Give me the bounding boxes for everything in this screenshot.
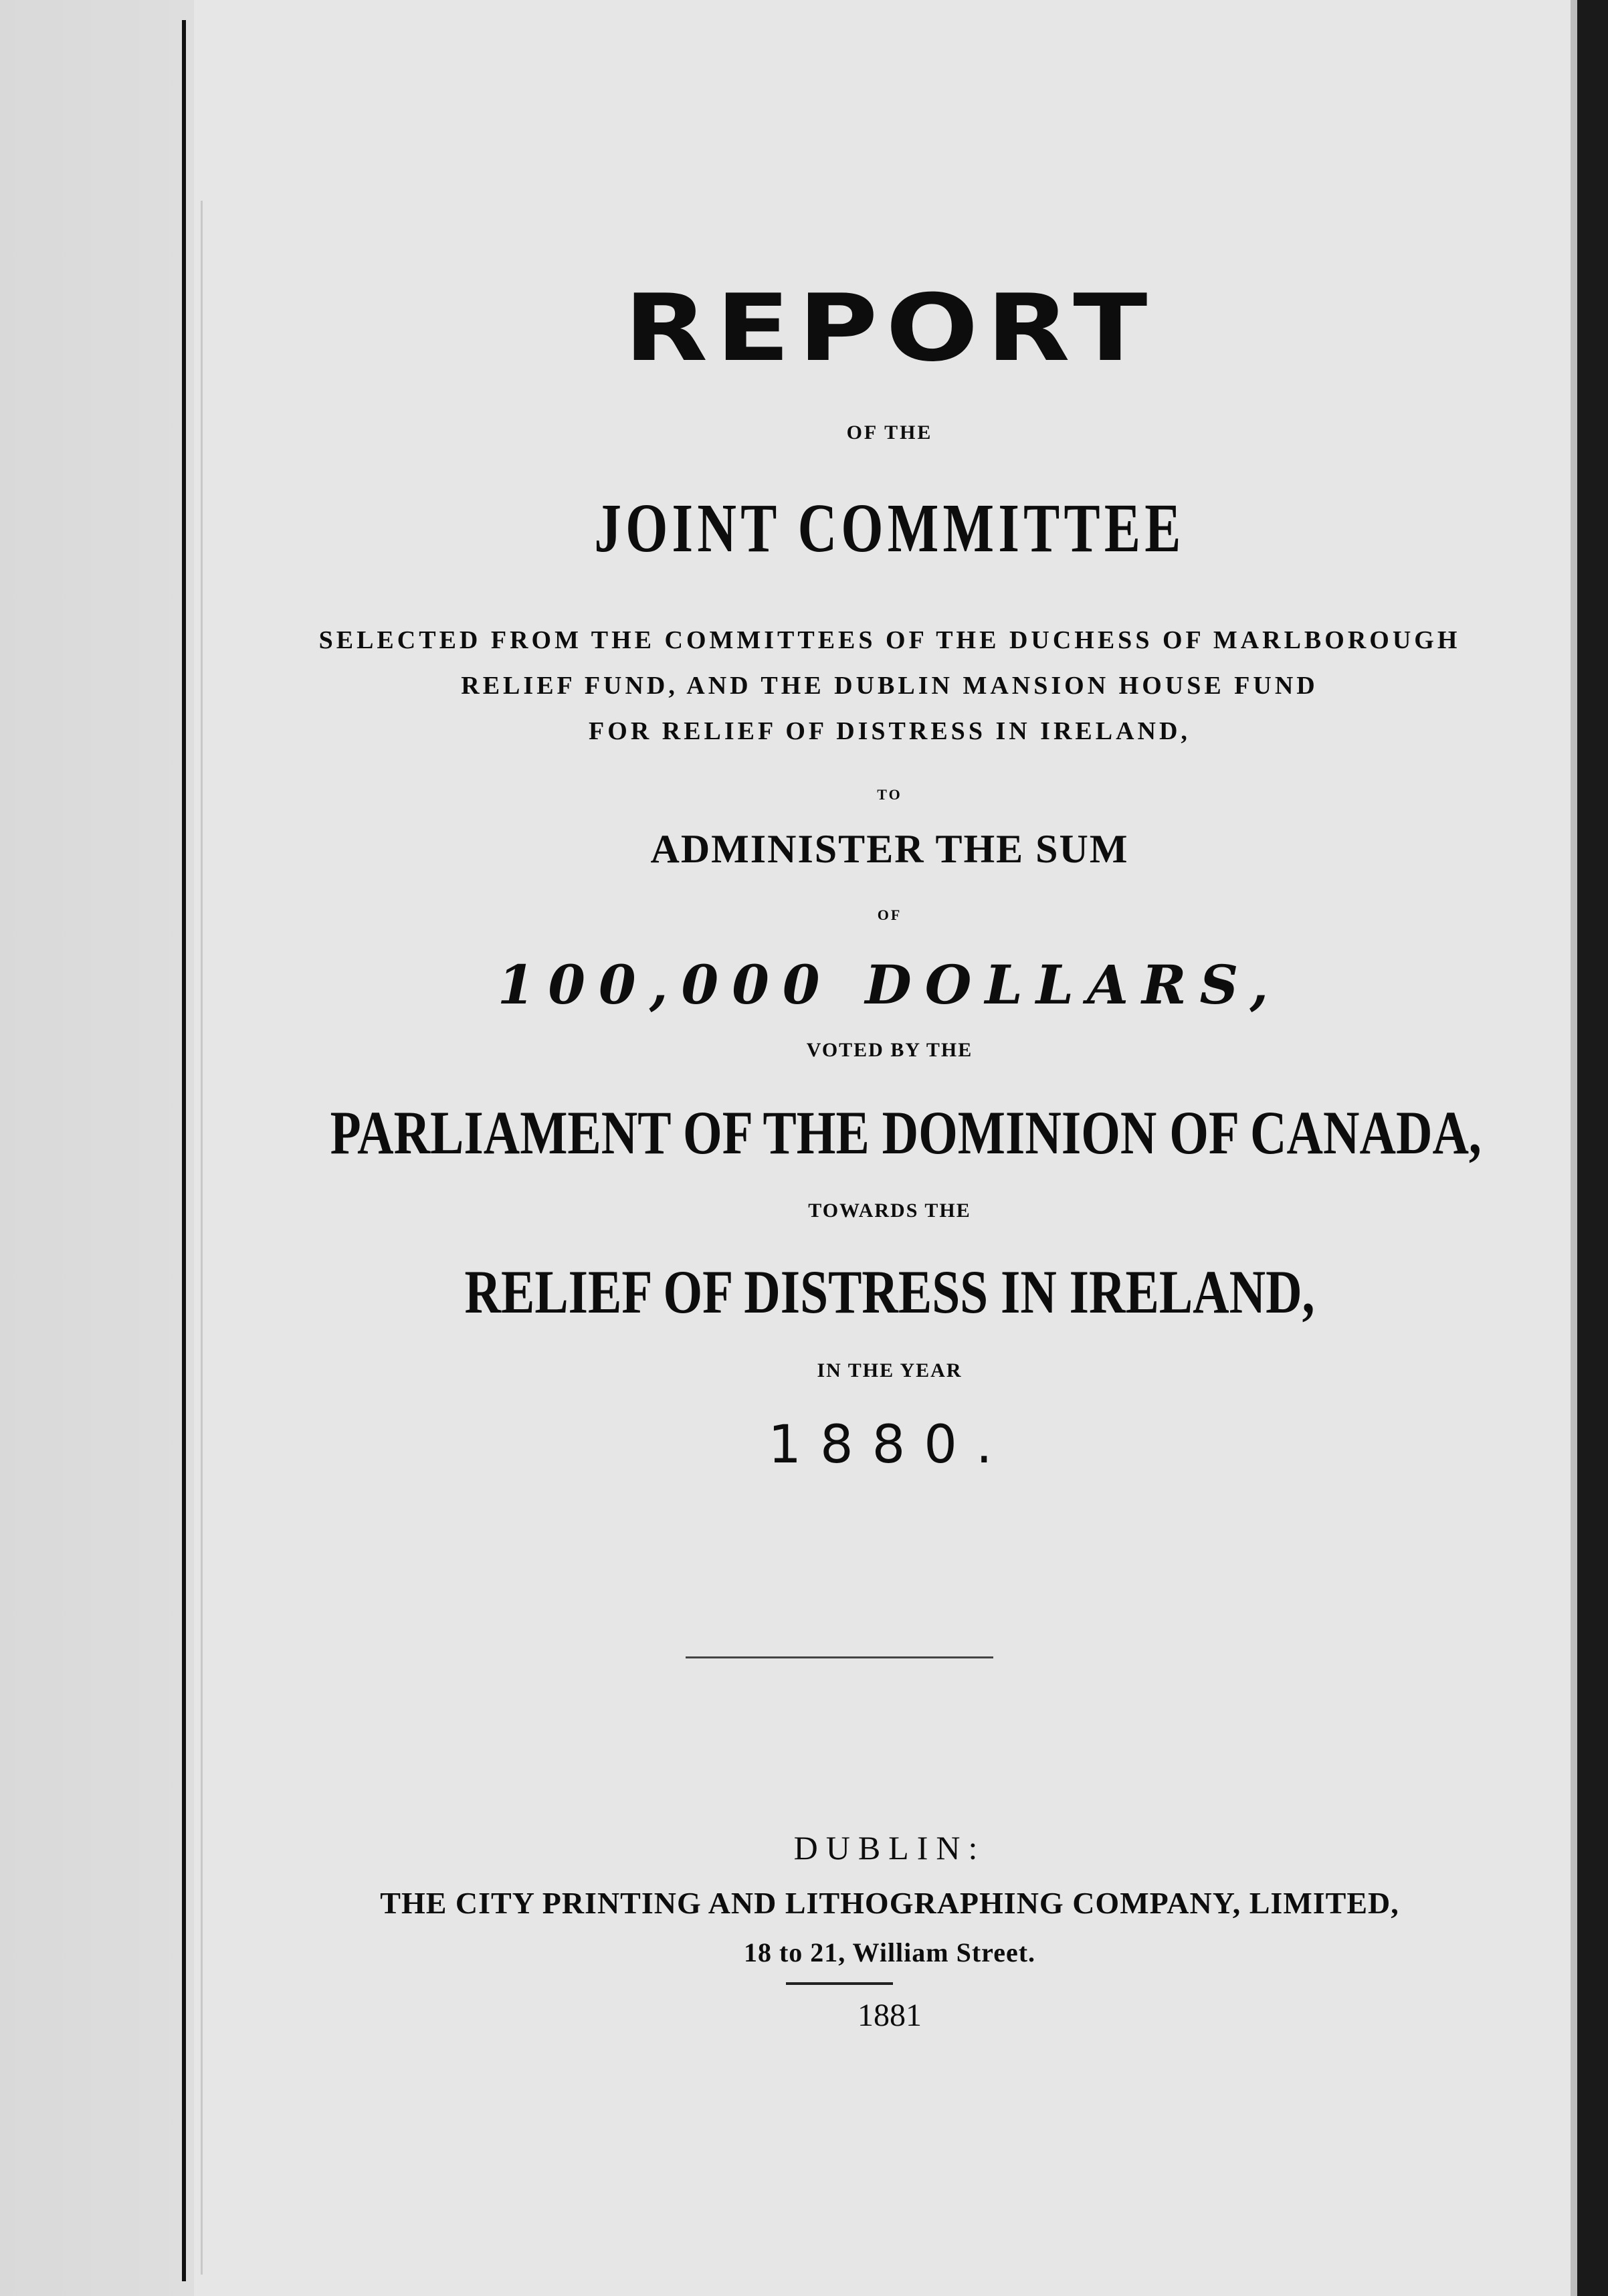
- administer-heading: ADMINISTER THE SUM: [650, 827, 1129, 871]
- imprint-city: DUBLIN:: [793, 1829, 986, 1867]
- report-heading: REPORT: [623, 274, 1156, 382]
- joint-committee-heading: JOINT COMMITTEE: [594, 490, 1185, 567]
- imprint-address: 18 to 21, William Street.: [743, 1937, 1036, 1968]
- of-the-text: OF THE: [846, 421, 933, 444]
- of-text: OF: [877, 906, 902, 923]
- imprint-printer: THE CITY PRINTING AND LITHOGRAPHING COMPANY, LIMITED,: [380, 1886, 1399, 1920]
- selected-line-3: FOR RELIEF OF DISTRESS IN IRELAND,: [589, 717, 1191, 745]
- relief-heading: RELIEF OF DISTRESS IN IRELAND,: [464, 1258, 1315, 1326]
- towards-text: TOWARDS THE: [808, 1200, 971, 1222]
- imprint-year: 1881: [858, 1998, 922, 2033]
- parliament-heading: PARLIAMENT OF THE DOMINION OF CANADA,: [330, 1098, 1482, 1167]
- year-heading: 1880.: [768, 1415, 1011, 1475]
- amount-heading: 100,000 DOLLARS,: [497, 953, 1282, 1016]
- fold-line: [201, 201, 203, 2275]
- selected-line-1: SELECTED FROM THE COMMITTEES OF THE DUCHESS OF MARLBOROUGH: [318, 626, 1461, 654]
- voted-by-text: VOTED BY THE: [806, 1039, 973, 1061]
- imprint-rule: [786, 1982, 893, 1985]
- selected-line-2: RELIEF FUND, AND THE DUBLIN MANSION HOUSE FUND: [461, 672, 1318, 700]
- divider-rule: [686, 1656, 993, 1658]
- to-text: TO: [877, 786, 902, 803]
- in-the-year-text: IN THE YEAR: [817, 1359, 963, 1381]
- title-page: [207, 0, 1572, 2296]
